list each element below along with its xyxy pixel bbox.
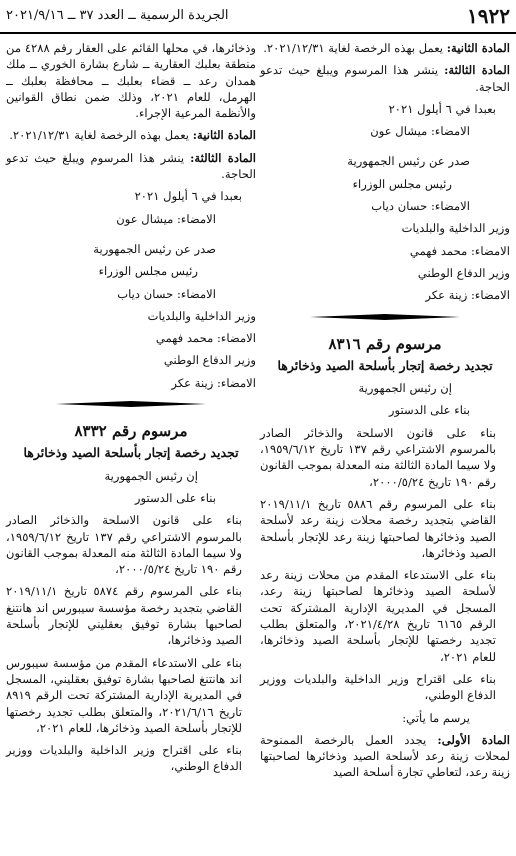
interior-minister-signature: الامضاء: محمد فهمي (155, 331, 256, 346)
president-signature: الامضاء: ميشال عون (370, 124, 470, 139)
article-text: ينشر هذا المرسوم ويبلغ حيث تدعو الحاجة. (6, 150, 256, 182)
defense-minister-signature: الامضاء: زينة عكر (171, 375, 256, 390)
issued-by: صدر عن رئيس الجمهورية (347, 154, 470, 169)
interior-minister-title: وزير الداخلية والبلديات (401, 221, 510, 236)
article-text: يجدد العمل بالرخصة الممنوحة لمحلات زينة رعد لأسلحة الصيد وذخائرها لصاحبتها زينة رعد، لتعاطي تجارة أسلحة الصيد (260, 732, 510, 780)
signing-date: بعبدا في ٦ أيلول ٢٠٢١ (388, 101, 496, 116)
recital: بناء على المرسوم رقم ٥٨٨٦ تاريخ ٢٠١٩/١١/١ القاضي بتجديد رخصة محلات زينة رعد لأسلحة الصيد وذخائرها لصاحبتها زينة رعد للإتجار بأسلحة الصيد وذخائرها، (260, 496, 496, 560)
defense-minister-title: وزير الدفاع الوطني (163, 353, 256, 368)
article-text: ينشر هذا المرسوم ويبلغ حيث تدعو الحاجة. (260, 63, 510, 94)
article-two (6, 127, 256, 143)
article-one (260, 732, 510, 781)
pm-title: رئيس مجلس الوزراء (98, 264, 198, 279)
left-column (6, 40, 256, 852)
decree-number: مرسوم رقم ٨٣٣٢ (74, 422, 188, 441)
preamble-constitution: بناء على الدستور (388, 403, 470, 418)
decree-number: مرسوم رقم ٨٣١٦ (328, 334, 442, 353)
article-three (260, 62, 510, 95)
decree-title: تجديد رخصة إتجار بأسلحة الصيد وذخائرها (277, 357, 493, 373)
page-header (0, 0, 516, 34)
article-label: المادة الثانية: (192, 128, 256, 143)
article-label: المادة الثالثة: (444, 63, 510, 78)
decree-title: تجديد رخصة إتجار بأسلحة الصيد وذخائرها (23, 445, 239, 461)
president-signature: الامضاء: ميشال عون (116, 211, 216, 226)
interior-minister-title: وزير الداخلية والبلديات (147, 308, 256, 323)
article-three (6, 150, 256, 183)
recital: بناء على قانون الاسلحة والذخائر الصادر بالمرسوم الاشتراعي رقم ١٣٧ تاريخ ١٩٥٩/٦/١٢، ولا سيما المادة الثالثة منه المعدلة بموجب القانون رقم ١٩٠ تاريخ ٢٠٠٠/٥/٢٤، (260, 425, 496, 489)
article-label: المادة الثانية: (446, 41, 510, 55)
page-number: ١٩٢٢ (467, 4, 510, 28)
gazette-title: الجريدة الرسمية ــ العدد ٣٧ ــ ٢٠٢١/٩/١٦ (6, 8, 229, 23)
preamble-president: إن رئيس الجمهورية (358, 381, 452, 396)
defense-minister-title: وزير الدفاع الوطني (417, 265, 510, 280)
article-label: المادة الأولى: (437, 732, 511, 747)
preamble-constitution: بناء على الدستور (134, 490, 216, 505)
recital: بناء على اقتراح وزير الداخلية والبلديات ووزير الدفاع الوطني، (260, 671, 496, 703)
pm-signature: الامضاء: حسان دياب (117, 286, 216, 301)
article-text: يعمل بهذه الرخصة لغاية ٢٠٢١/١٢/٣١. (263, 41, 444, 55)
decrees-heading: يرسم ما يأتي: (402, 710, 470, 725)
preamble-president: إن رئيس الجمهورية (104, 468, 198, 483)
article-one-continued: وذخائرها، في محلها القائم على العقار رقم ٤٢٨٨ من منطقة بعلبك العقارية ــ شارع بشارة الخوري ــ ملك همدان رعد ــ قضاء بعلبك ــ محافظة بعلبك ــ الهرمل، للعام ٢٠٢١، وذلك ضمن نطاق القوانين والأنظمة المرعية الإجراء. (6, 41, 256, 121)
pm-title: رئيس مجلس الوزراء (352, 176, 452, 191)
signing-date: بعبدا في ٦ أيلول ٢٠٢١ (134, 189, 242, 204)
article-label: المادة الثالثة: (190, 150, 256, 165)
recital: بناء على اقتراح وزير الداخلية والبلديات ووزير الدفاع الوطني، (6, 743, 242, 774)
article-text: يعمل بهذه الرخصة لغاية ٢٠٢١/١٢/٣١. (9, 128, 190, 143)
section-divider (310, 314, 460, 320)
recital: بناء على الاستدعاء المقدم من محلات زينة رعد لأسلحة الصيد وذخائرها لصاحبتها زينة رعد، المسجل في المديرية الإدارية المشتركة تحت الرقم ٦١٦٥ تاريخ ٢٠٢١/٤/٢٨، والمتعلق بطلب تجديد رخصتها للإتجار بأسلحة الصيد وذخائرها، للعام ٢٠٢١، (260, 568, 496, 664)
article-two (260, 40, 510, 56)
recital: بناء على الاستدعاء المقدم من مؤسسة سيبورس اند هانتنغ لصاحبها بشارة توفيق بعقليني، المسجل في المديرية الإدارية المشتركة تحت الرقم ٨٩١٩ تاريخ ٢٠٢١/٦/١٦، والمتعلق بطلب تجديد رخصتها للإتجار بأسلحة الصيد وذخائرها، للعام ٢٠٢١، (6, 655, 242, 735)
issued-by: صدر عن رئيس الجمهورية (93, 241, 216, 256)
section-divider (56, 401, 206, 407)
right-column (260, 40, 510, 852)
pm-signature: الامضاء: حسان دياب (371, 199, 470, 214)
defense-minister-signature: الامضاء: زينة عكر (425, 288, 510, 303)
interior-minister-signature: الامضاء: محمد فهمي (409, 243, 510, 258)
recital: بناء على المرسوم رقم ٥٨٧٤ تاريخ ٢٠١٩/١١/١ القاضي بتجديد رخصة مؤسسة سيبورس اند هانتنغ لصاحبها بشارة توفيق بعقليني للإتجار بأسلحة الصيد وذخائرها، (6, 584, 242, 648)
recital: بناء على قانون الاسلحة والذخائر الصادر بالمرسوم الاشتراعي رقم ١٣٧ تاريخ ١٩٥٩/٦/١٢، ولا سيما المادة الثالثة منه المعدلة بموجب القانون رقم ١٩٠ تاريخ ٢٠٠٠/٥/٢٤، (6, 513, 242, 577)
